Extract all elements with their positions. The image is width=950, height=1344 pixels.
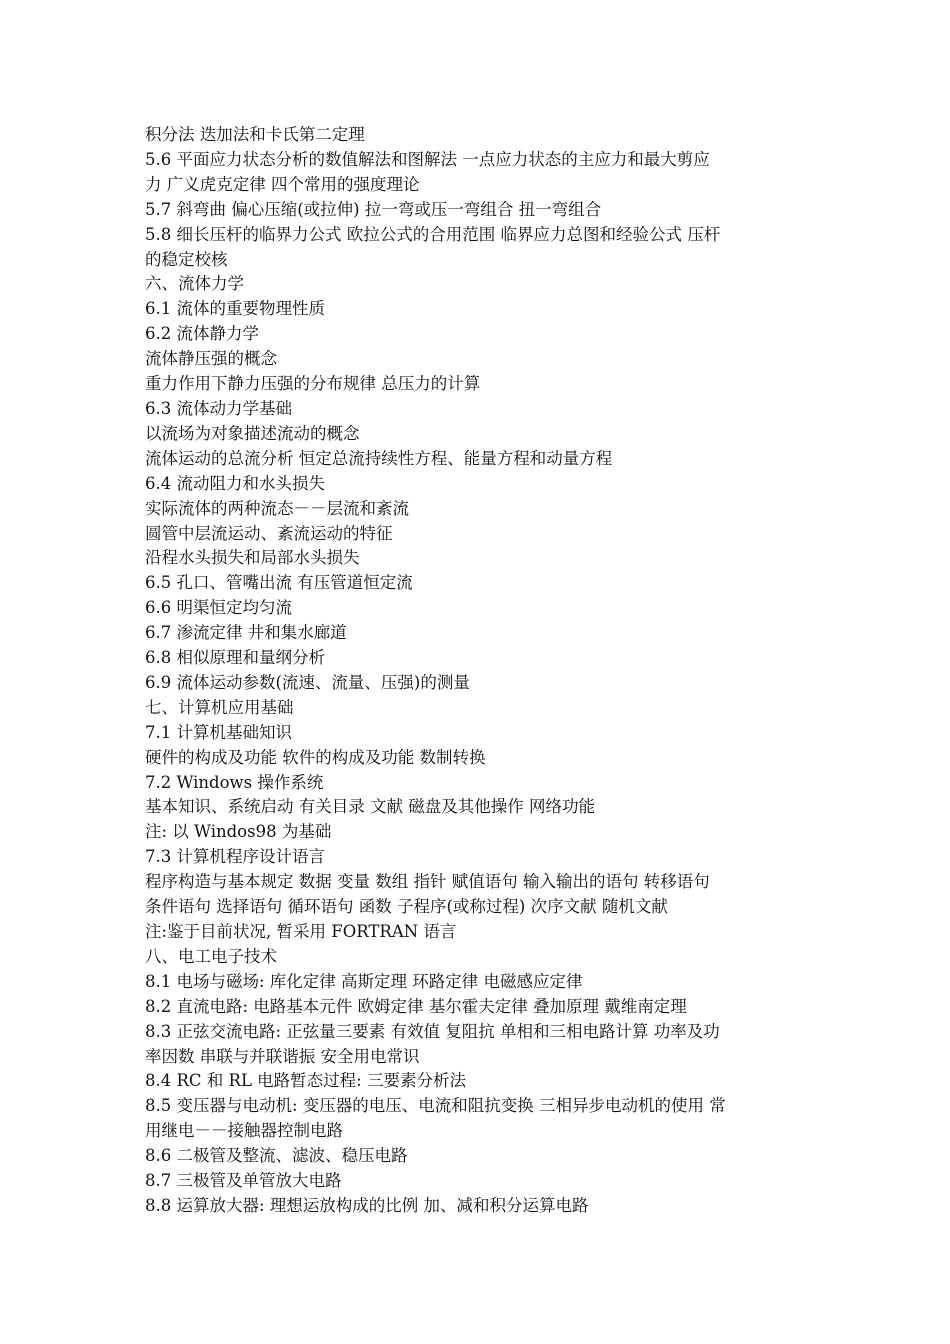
document-text-line: 7.1 计算机基础知识 [145,722,292,742]
document-text-line: 积分法 迭加法和卡氏第二定理 [145,125,365,144]
document-text-line: 六、流体力学 [145,274,244,294]
document-text-line: 流体静压强的概念 [145,349,277,369]
document-text-line: 注:鉴于目前状况, 暂采用 FORTRAN 语言 [145,922,457,941]
document-text-line: 6.2 流体静力学 [145,324,259,344]
document-body [145,123,810,1219]
document-text-line: 的稳定校核 [145,249,228,269]
document-text-line: 硬件的构成及功能 软件的构成及功能 数制转换 [145,747,486,767]
document-text-line: 8.2 直流电路: 电路基本元件 欧姆定律 基尔霍夫定律 叠加原理 戴维南定理 [145,996,687,1016]
document-text-line: 程序构造与基本规定 数据 变量 数组 指针 赋值语句 输入输出的语句 转移语句 [145,872,710,892]
document-text-line: 6.4 流动阻力和水头损失 [145,473,325,493]
document-text-line: 8.5 变压器与电动机: 变压器的电压、电流和阻抗变换 三相异步电动机的使用 常 [145,1096,726,1116]
document-text-line: 力 广义虎克定律 四个常用的强度理论 [145,174,420,194]
document-text-line: 流体运动的总流分析 恒定总流持续性方程、能量方程和动量方程 [145,448,613,468]
document-text-line: 条件语句 选择语句 循环语句 函数 子程序(或称过程) 次序文献 随机文献 [145,897,668,917]
document-text-line: 6.1 流体的重要物理性质 [145,299,325,319]
document-text-line: 6.9 流体运动参数(流速、流量、压强)的测量 [145,672,470,692]
document-text-line: 7.3 计算机程序设计语言 [145,847,325,867]
document-text-line: 5.8 细长压杆的临界力公式 欧拉公式的合用范围 临界应力总图和经验公式 压杆 [145,224,721,244]
document-text-line: 用继电－－接触器控制电路 [145,1121,343,1141]
document-text-line: 重力作用下静力压强的分布规律 总压力的计算 [145,374,481,394]
document-text-line: 7.2 Windows 操作系统 [145,772,324,792]
document-text-line: 以流场为对象描述流动的概念 [145,423,360,443]
document-text-line: 8.4 RC 和 RL 电路暂态过程: 三要素分析法 [145,1071,466,1091]
document-text-line: 6.8 相似原理和量纲分析 [145,648,325,668]
document-text-line: 8.1 电场与磁场: 库化定律 高斯定理 环路定律 电磁感应定律 [145,971,583,991]
document-text-line: 注: 以 Windos98 为基础 [145,822,332,842]
document-text-line: 沿程水头损失和局部水头损失 [145,548,360,568]
document-text-line: 5.6 平面应力状态分析的数值解法和图解法 一点应力状态的主应力和最大剪应 [145,149,710,169]
document-text-line: 8.8 运算放大器: 理想运放构成的比例 加、减和积分运算电路 [145,1195,589,1215]
document-text-line: 圆管中层流运动、紊流运动的特征 [145,523,393,543]
document-text-line: 八、电工电子技术 [145,946,277,966]
document-text-line: 七、计算机应用基础 [145,697,294,717]
document-text-line: 实际流体的两种流态－－层流和紊流 [145,498,409,518]
document-text-line: 6.3 流体动力学基础 [145,398,292,418]
document-text-line: 8.6 二极管及整流、滤波、稳压电路 [145,1146,408,1166]
document-text-line: 6.7 渗流定律 井和集水廊道 [145,623,347,643]
document-text-line: 8.7 三极管及单管放大电路 [145,1171,342,1191]
document-text-line: 6.6 明渠恒定均匀流 [145,598,292,618]
document-text-line: 6.5 孔口、管嘴出流 有压管道恒定流 [145,573,413,593]
document-text-line: 基本知识、系统启动 有关目录 文献 磁盘及其他操作 网络功能 [145,797,595,817]
document-text-line: 率因数 串联与并联谐振 安全用电常识 [145,1046,420,1066]
document-text-line: 5.7 斜弯曲 偏心压缩(或拉伸) 拉一弯或压一弯组合 扭一弯组合 [145,199,602,219]
document-text-line: 8.3 正弦交流电路: 正弦量三要素 有效值 复阻抗 单相和三相电路计算 功率及功 [145,1021,720,1041]
